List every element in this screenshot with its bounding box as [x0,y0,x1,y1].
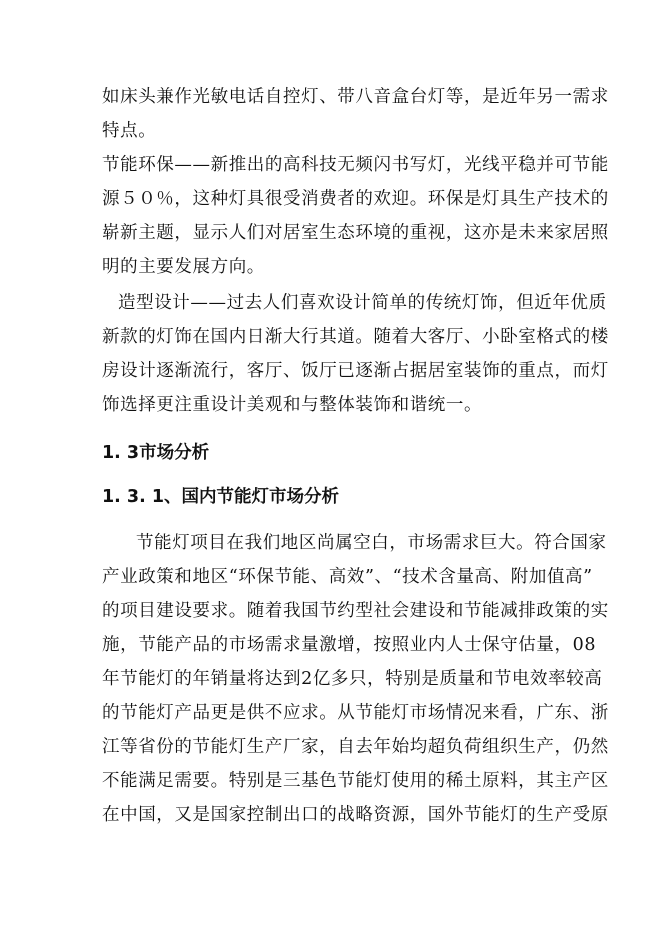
text-line: 源５０％，这种灯具很受消费者的欢迎。环保是灯具生产技术的 [102,189,609,209]
text-line: 饰选择更注重设计美观和与整体装饰和谐统一。 [102,395,483,415]
text-line: 节能环保——新推出的高科技无频闪书写灯，光线平稳并可节能 [102,155,609,175]
text-line: 不能满足需要。特别是三基色节能灯使用的稀土原料，其主产区 [102,771,609,791]
text-line: 在中国，又是国家控制出口的战略资源，国外节能灯的生产受原 [102,805,609,825]
text-line: 新款的灯饰在国内日渐大行其道。随着大客厅、小卧室格式的楼 [102,327,609,347]
text-line: 产业政策和地区“环保节能、高效”、“技术含量高、附加值高” [102,567,593,587]
text-line: 的项目建设要求。随着我国节约型社会建设和节能减排政策的实 [102,601,609,621]
text-line: 施，节能产品的市场需求量激增，按照业内人士保守估量，08 [102,635,597,655]
text-line: 崭新主题，显示人们对居室生态环境的重视，这亦是未来家居照 [102,223,609,243]
text-line: 节能灯项目在我们地区尚属空白，市场需求巨大。符合国家 [136,533,607,553]
subsection-heading: 1. 3. 1、国内节能灯市场分析 [102,487,340,507]
text-line: 年节能灯的年销量将达到2亿多只，特别是质量和节电效率较高 [102,669,603,689]
text-line: 的节能灯产品更是供不应求。从节能灯市场情况来看，广东、浙 [102,703,609,723]
section-heading: 1. 3市场分析 [102,443,210,463]
text-line: 造型设计——过去人们喜欢设计简单的传统灯饰，但近年优质 [118,293,607,313]
text-line: 如床头兼作光敏电话自控灯、带八音盒台灯等，是近年另一需求 [102,87,609,107]
text-line: 房设计逐渐流行，客厅、饭厅已逐渐占据居室装饰的重点，而灯 [102,361,609,381]
text-line: 明的主要发展方向。 [102,257,265,277]
text-line: 特点。 [102,121,157,141]
text-line: 江等省份的节能灯生产厂家，自去年始均超负荷组织生产，仍然 [102,737,609,757]
